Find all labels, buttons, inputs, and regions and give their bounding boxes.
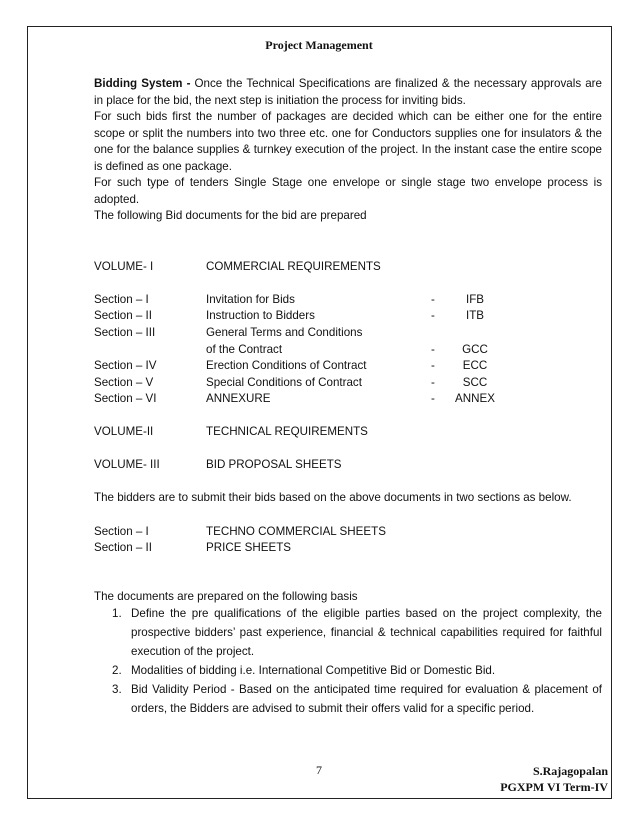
section-label: Section – I — [94, 293, 149, 306]
section-desc: Instruction to Bidders — [206, 309, 315, 322]
list-item-text: Bid Validity Period - Based on the anticipated time required for evaluation & placement of orders, the Bidders are advised to submit their offers valid for a specific period. — [131, 683, 602, 715]
list-item — [94, 604, 602, 661]
intro-paragraph-3: For such type of tenders Single Stage one envelope or single stage two envelope process is adopted. — [94, 176, 602, 206]
volume-2-title: TECHNICAL REQUIREMENTS — [206, 425, 368, 438]
volume-3-label: VOLUME- III — [94, 458, 160, 471]
section-desc-continued: of the Contract — [206, 343, 283, 356]
volume-2-label: VOLUME-II — [94, 425, 154, 438]
section-code: ECC — [462, 359, 488, 372]
section-code: ITB — [465, 309, 485, 322]
section-desc: Special Conditions of Contract — [206, 376, 362, 389]
section-desc: Erection Conditions of Contract — [206, 359, 367, 372]
section-dash: - — [431, 309, 435, 322]
section-dash: - — [431, 376, 435, 389]
intro-paragraph-2: For such bids first the number of packages are decided which can be either one for the entire scope or split the numbers into two three etc. one for Conductors supplies one for insulators & the one for the balance supplies & turnkey execution of the project. In the instant case the entire scope is defined as one package. — [94, 110, 602, 173]
section-code: IFB — [465, 293, 485, 306]
list-item — [94, 680, 602, 718]
volume-1-label: VOLUME- I — [94, 260, 154, 273]
section-code: ANNEX — [455, 392, 495, 405]
page-number: 7 — [316, 763, 322, 777]
section-dash: - — [431, 343, 435, 356]
intro-p1-text: Once the Technical Specifications are finalized & the necessary approvals are in place for the bid, the next step is initiation the process for inviting bids. — [94, 77, 602, 107]
section-label: Section – V — [94, 376, 154, 389]
list-item-number: 2. — [112, 664, 122, 677]
list-item-number: 1. — [112, 607, 122, 620]
section-desc: ANNEXURE — [206, 392, 271, 405]
section-title: PRICE SHEETS — [206, 541, 292, 554]
intro-paragraph-4: The following Bid documents for the bid are prepared — [94, 209, 367, 222]
intro-paragraph-1 — [94, 76, 602, 109]
intro-lead: Bidding System - — [94, 77, 191, 90]
section-dash: - — [431, 392, 435, 405]
basis-list — [94, 604, 602, 718]
list-item — [94, 661, 602, 680]
section-label: Section – II — [94, 541, 153, 554]
section-title: TECHNO COMMERCIAL SHEETS — [206, 525, 386, 538]
list-item-text: Modalities of bidding i.e. International Competitive Bid or Domestic Bid. — [131, 664, 496, 677]
section-desc: Invitation for Bids — [206, 293, 295, 306]
submit-paragraph: The bidders are to submit their bids based on the above documents in two sections as below. — [94, 491, 572, 504]
section-label: Section – VI — [94, 392, 157, 405]
footer-program: PGXPM VI Term-IV — [500, 780, 608, 794]
footer-author-block — [500, 763, 608, 795]
list-item-text: Define the pre qualifications of the eligible parties based on the project complexity, the prospective bidders’ past experience, financial & technical capabilities required for faithful execution of the project. — [131, 607, 602, 658]
section-label: Section – I — [94, 525, 149, 538]
section-code: SCC — [462, 376, 488, 389]
list-item-number: 3. — [112, 683, 122, 696]
footer-author: S.Rajagopalan — [532, 764, 608, 778]
page-header-title: Project Management — [265, 38, 373, 52]
volume-1-title: COMMERCIAL REQUIREMENTS — [206, 260, 381, 273]
basis-intro: The documents are prepared on the following basis — [94, 590, 358, 603]
section-dash: - — [431, 359, 435, 372]
section-label: Section – III — [94, 326, 156, 339]
section-label: Section – IV — [94, 359, 157, 372]
section-dash: - — [431, 293, 435, 306]
volume-3-title: BID PROPOSAL SHEETS — [206, 458, 342, 471]
section-code: GCC — [462, 343, 488, 356]
section-desc: General Terms and Conditions — [206, 326, 363, 339]
section-label: Section – II — [94, 309, 153, 322]
